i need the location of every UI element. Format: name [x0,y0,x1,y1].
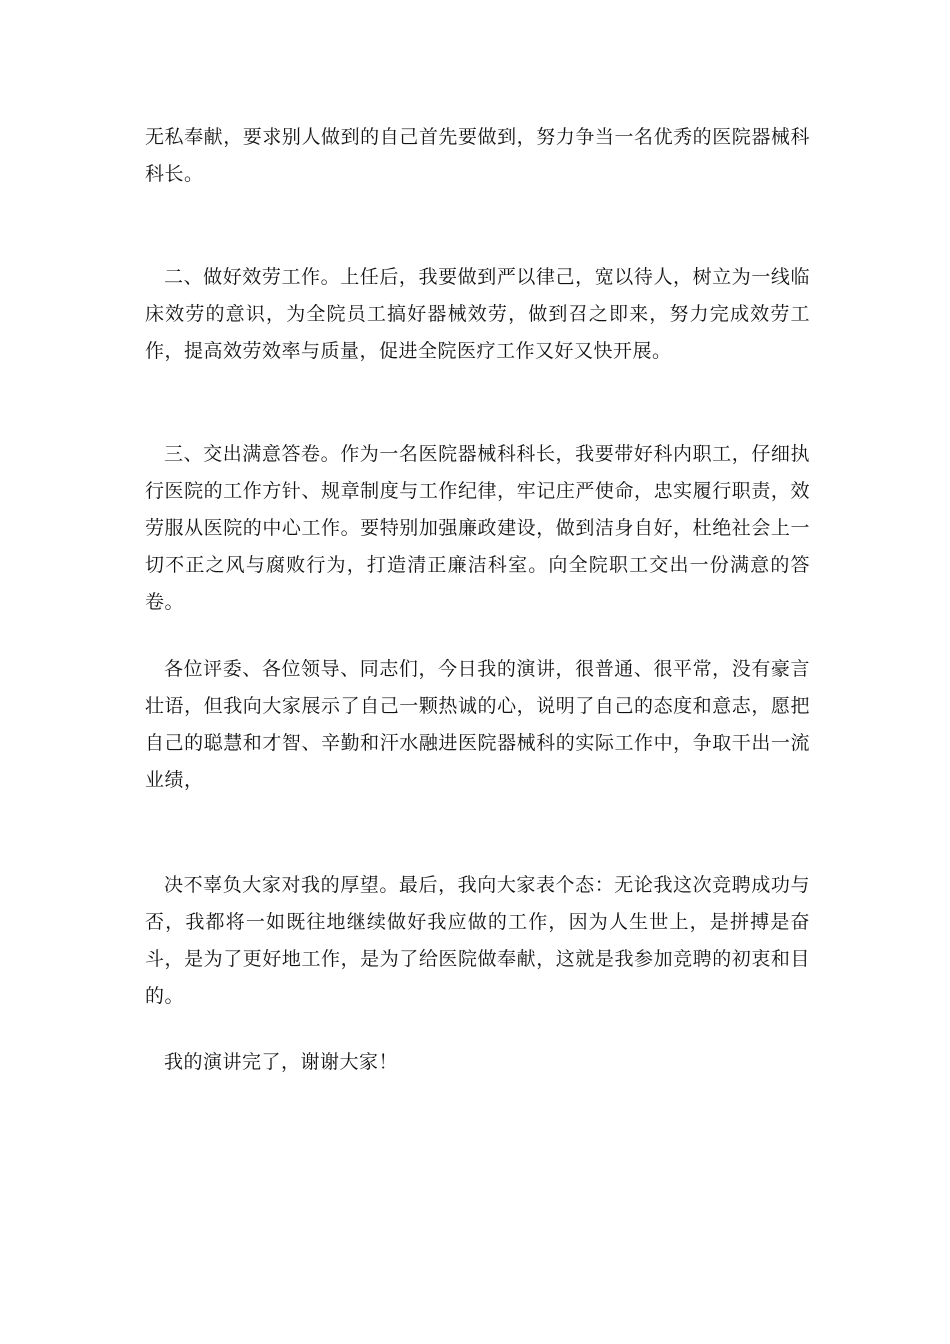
paragraph-address: 各位评委、各位领导、同志们，今日我的演讲，很普通、很平常，没有豪言壮语，但我向大家展示了自己一颗热诚的心，说明了自己的态度和意志，愿把自己的聪慧和才智、辛勤和汗水融进医院器械科的实际工作中，争取干出一流业绩， [145,658,810,791]
paragraph-closing: 我的演讲完了，谢谢大家！ [164,1051,399,1073]
paragraph-answer: 三、交出满意答卷。作为一名医院器械科科长，我要带好科内职工，仔细执行医院的工作方针、规章制度与工作纪律，牢记庄严使命，忠实履行职责，效劳服从医院的中心工作。要特别加强廉政建设，做到洁身自好，杜绝社会上一切不正之风与腐败行为，打造清正廉洁科室。向全院职工交出一份满意的答卷。 [145,443,810,613]
paragraph-continuation: 无私奉献，要求别人做到的自己首先要做到，努力争当一名优秀的医院器械科科长。 [145,126,810,185]
paragraph-service: 二、做好效劳工作。上任后，我要做到严以律己，宽以待人，树立为一线临床效劳的意识，为全院员工搞好器械效劳，做到召之即来，努力完成效劳工作，提高效劳效率与质量，促进全院医疗工作又好又快开展。 [145,266,810,362]
paragraph-commitment: 决不辜负大家对我的厚望。最后，我向大家表个态：无论我这次竞聘成功与否，我都将一如既往地继续做好我应做的工作，因为人生世上，是拼搏是奋斗，是为了更好地工作，是为了给医院做奉献，这就是我参加竞聘的初衷和目的。 [145,874,810,1007]
